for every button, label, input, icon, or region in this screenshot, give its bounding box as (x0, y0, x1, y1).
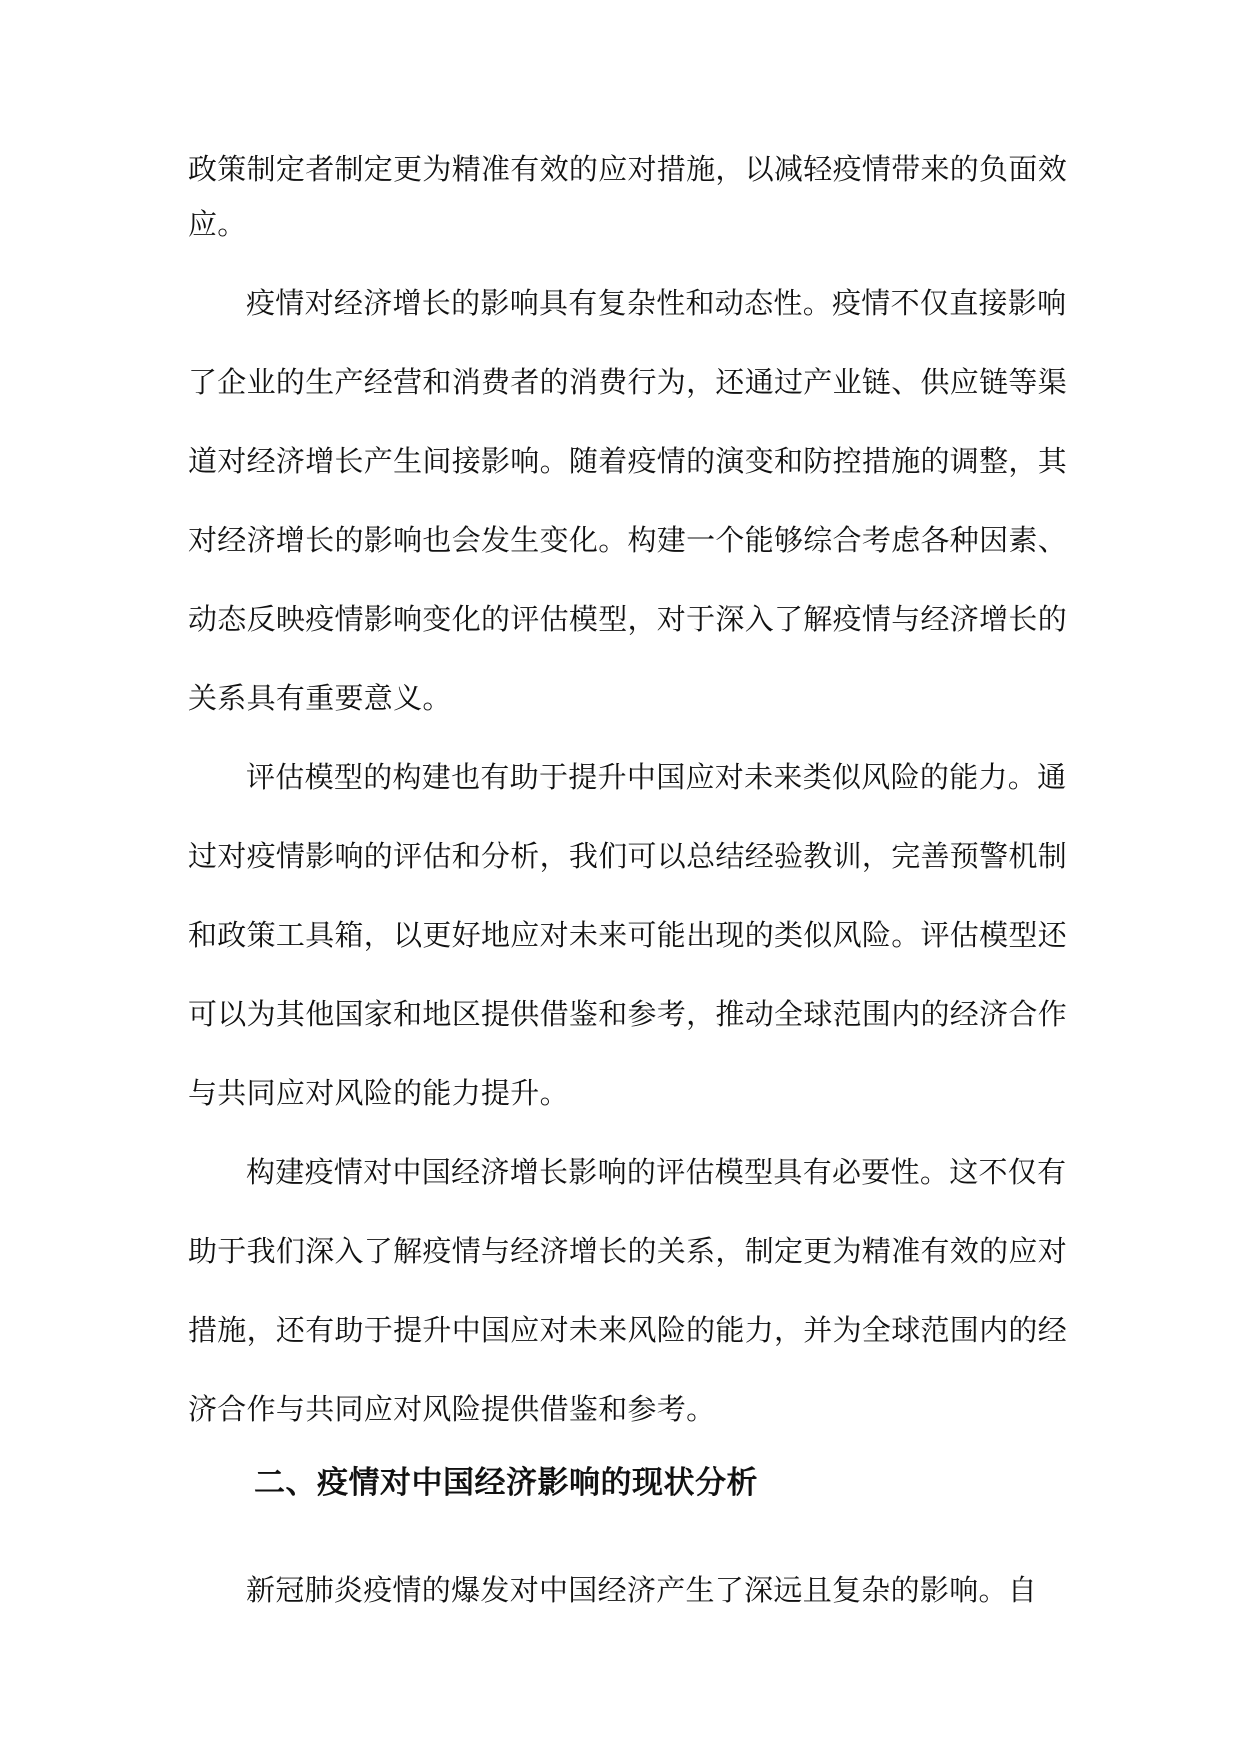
paragraph-3-line-2: 过对疫情影响的评估和分析，我们可以总结经验教训，完善预警机制 (188, 839, 1068, 873)
paragraph-4-line-1: 构建疫情对中国经济增长影响的评估模型具有必要性。这不仅有 (246, 1155, 1067, 1189)
paragraph-5-line-1: 新冠肺炎疫情的爆发对中国经济产生了深远且复杂的影响。自 (246, 1573, 1038, 1607)
paragraph-3-line-1: 评估模型的构建也有助于提升中国应对未来类似风险的能力。通 (246, 760, 1067, 794)
paragraph-1-line-1: 政策制定者制定更为精准有效的应对措施，以减轻疫情带来的负面效 (188, 152, 1068, 186)
paragraph-3-line-5: 与共同应对风险的能力提升。 (188, 1076, 569, 1110)
paragraph-2-line-3: 道对经济增长产生间接影响。随着疫情的演变和防控措施的调整，其 (188, 444, 1068, 478)
paragraph-1-line-2: 应。 (188, 207, 247, 241)
section-heading: 二、疫情对中国经济影响的现状分析 (254, 1465, 758, 1501)
paragraph-4-line-2: 助于我们深入了解疫情与经济增长的关系，制定更为精准有效的应对 (188, 1234, 1068, 1268)
paragraph-2-line-1: 疫情对经济增长的影响具有复杂性和动态性。疫情不仅直接影响 (246, 286, 1067, 320)
paragraph-4-line-3: 措施，还有助于提升中国应对未来风险的能力，并为全球范围内的经 (188, 1313, 1068, 1347)
paragraph-2-line-4: 对经济增长的影响也会发生变化。构建一个能够综合考虑各种因素、 (188, 523, 1068, 557)
paragraph-3-line-3: 和政策工具箱，以更好地应对未来可能出现的类似风险。评估模型还 (188, 918, 1068, 952)
paragraph-2-line-2: 了企业的生产经营和消费者的消费行为，还通过产业链、供应链等渠 (188, 365, 1068, 399)
paragraph-4-line-4: 济合作与共同应对风险提供借鉴和参考。 (188, 1392, 716, 1426)
paragraph-2-line-5: 动态反映疫情影响变化的评估模型，对于深入了解疫情与经济增长的 (188, 602, 1068, 636)
paragraph-2-line-6: 关系具有重要意义。 (188, 681, 452, 715)
paragraph-3-line-4: 可以为其他国家和地区提供借鉴和参考，推动全球范围内的经济合作 (188, 997, 1068, 1031)
